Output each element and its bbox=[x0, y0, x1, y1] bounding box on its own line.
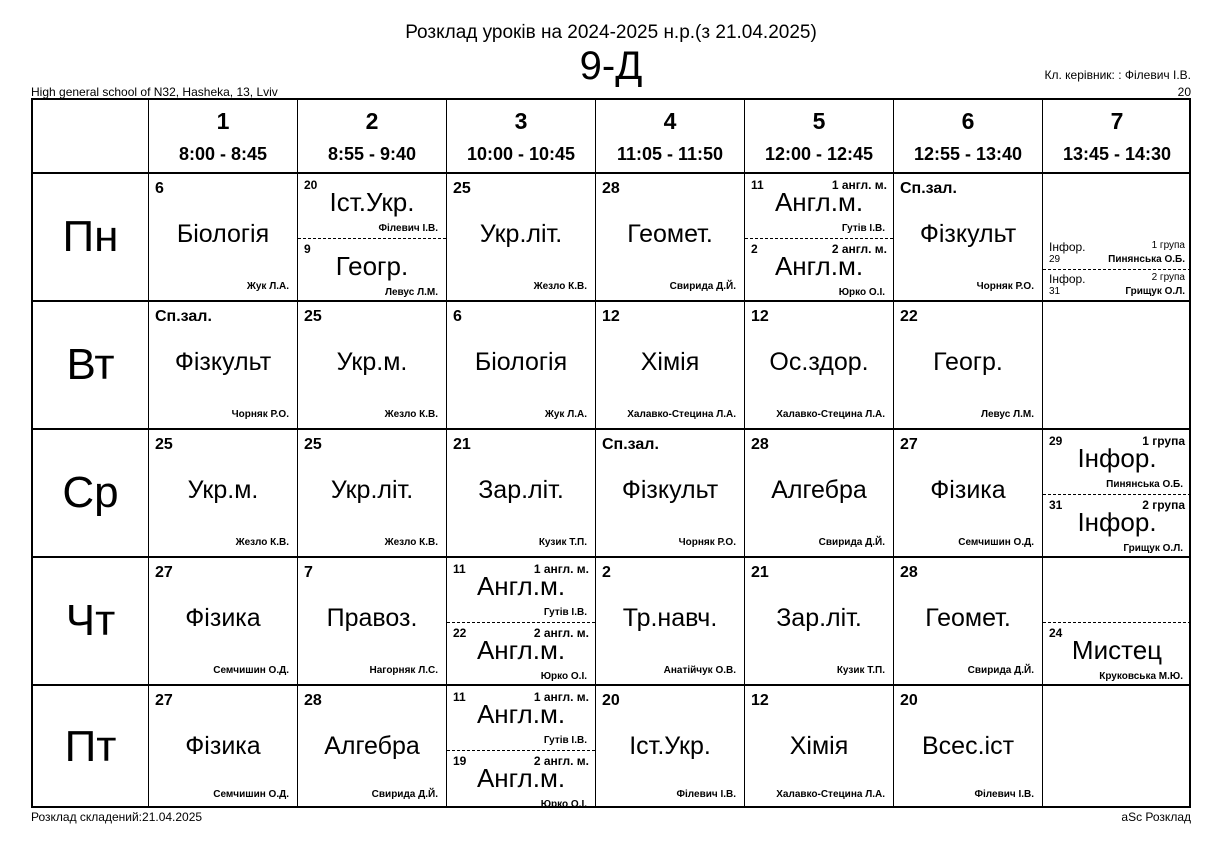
lesson-cell bbox=[894, 556, 1043, 684]
period-header bbox=[149, 100, 298, 172]
teacher-name: Чорняк Р.О. bbox=[976, 281, 1034, 292]
subject: Англ.м. bbox=[476, 699, 566, 729]
lesson-cell-split bbox=[745, 172, 894, 300]
teacher-name: Свирида Д.Й. bbox=[818, 537, 885, 548]
teacher-name: Юрко О.І. bbox=[838, 287, 885, 298]
room-number: 11 bbox=[751, 178, 764, 192]
lesson-cell bbox=[894, 172, 1043, 300]
lesson-cell bbox=[298, 300, 447, 428]
day-thursday: Чт bbox=[33, 556, 149, 684]
teacher-name: Левус Л.М. bbox=[980, 409, 1034, 420]
group-label: 2 англ. м. bbox=[533, 754, 589, 768]
lesson-cell bbox=[149, 556, 298, 684]
subject: Укр.літ. bbox=[479, 220, 563, 248]
room-number: 19 bbox=[453, 754, 467, 768]
lesson-half bbox=[1043, 494, 1191, 556]
teacher-name: Гутів І.В. bbox=[543, 735, 587, 746]
lesson-cell-split bbox=[1043, 556, 1191, 684]
room-number: 28 bbox=[751, 436, 769, 453]
lesson-cell bbox=[298, 684, 447, 808]
group-label: 1 група bbox=[1151, 240, 1185, 251]
teacher-name: Жезло К.В. bbox=[384, 409, 438, 420]
room-number: 21 bbox=[453, 436, 471, 453]
teacher-name: Жезло К.В. bbox=[384, 537, 438, 548]
subject: Фізика bbox=[185, 732, 261, 760]
teacher-name: Свирида Д.Й. bbox=[669, 281, 736, 292]
lesson-half bbox=[298, 238, 446, 300]
timetable-grid bbox=[31, 98, 1191, 808]
lesson-cell bbox=[596, 556, 745, 684]
subject: Укр.м. bbox=[187, 476, 259, 504]
subject: Англ.м. bbox=[476, 571, 566, 601]
teacher-name: Анатійчук О.В. bbox=[663, 665, 736, 676]
subject: Правоз. bbox=[326, 604, 418, 632]
room-number: Сп.зал. bbox=[602, 436, 659, 453]
period-number: 3 bbox=[514, 108, 528, 134]
lesson-cell bbox=[149, 428, 298, 556]
period-time: 13:45 - 14:30 bbox=[1062, 144, 1172, 164]
subject: Англ.м. bbox=[774, 251, 864, 281]
group-label: 2 англ. м. bbox=[831, 242, 887, 256]
period-header bbox=[596, 100, 745, 172]
room-number: 11 bbox=[453, 562, 466, 576]
room-number: 6 bbox=[453, 308, 462, 325]
lesson-cell bbox=[149, 172, 298, 300]
subject: Фізкульт bbox=[174, 348, 272, 376]
lesson-cell bbox=[596, 428, 745, 556]
teacher-name: Пинянська О.Б. bbox=[1106, 479, 1183, 490]
period-number: 7 bbox=[1110, 108, 1124, 134]
lesson-half bbox=[745, 238, 893, 300]
subject: Геогр. bbox=[933, 348, 1003, 376]
group-label: 2 група bbox=[1142, 498, 1185, 512]
divider bbox=[1043, 269, 1191, 270]
room-number: 27 bbox=[155, 692, 173, 709]
teacher-name: Семчишин О.Д. bbox=[958, 537, 1034, 548]
lesson-cell bbox=[447, 428, 596, 556]
period-time: 10:00 - 10:45 bbox=[466, 144, 576, 164]
teacher-name: Нагорняк Л.С. bbox=[369, 665, 438, 676]
period-number: 2 bbox=[365, 108, 379, 134]
period-time: 11:05 - 11:50 bbox=[616, 144, 724, 164]
subject: Ос.здор. bbox=[769, 348, 869, 376]
lesson-cell-split bbox=[1043, 428, 1191, 556]
lesson-cell-split bbox=[447, 556, 596, 684]
room-number: 29 bbox=[1049, 434, 1063, 448]
room-number: Сп.зал. bbox=[155, 308, 212, 325]
lesson-cell bbox=[447, 300, 596, 428]
subject: Біологія bbox=[474, 348, 568, 376]
subject: Укр.літ. bbox=[330, 476, 414, 504]
teacher-name: Юрко О.І. bbox=[540, 671, 587, 682]
lesson-cell bbox=[596, 172, 745, 300]
teacher-name: Халавко-Стецина Л.А. bbox=[776, 409, 885, 420]
lesson-half bbox=[447, 558, 595, 623]
subject: Біологія bbox=[176, 220, 270, 248]
footer-software: aSc Розклад bbox=[1121, 810, 1191, 824]
subject: Інфор. bbox=[1077, 443, 1157, 473]
lesson-half bbox=[745, 174, 893, 239]
lesson-cell-small-split bbox=[1043, 172, 1191, 300]
room-number: 31 bbox=[1049, 498, 1063, 512]
lesson-cell bbox=[596, 684, 745, 808]
day-monday: Пн bbox=[33, 172, 149, 300]
teacher-name: Грищук О.Л. bbox=[1125, 286, 1185, 297]
teacher-name: Філевич І.В. bbox=[378, 223, 438, 234]
teacher-name: Свирида Д.Й. bbox=[371, 789, 438, 800]
teacher-name: Кузик Т.П. bbox=[836, 665, 885, 676]
room-number: 28 bbox=[900, 564, 918, 581]
subject: Англ.м. bbox=[774, 187, 864, 217]
lesson-cell bbox=[745, 684, 894, 808]
period-number: 1 bbox=[216, 108, 230, 134]
teacher-name: Чорняк Р.О. bbox=[678, 537, 736, 548]
room-number: 25 bbox=[304, 436, 322, 453]
subject: Фізика bbox=[930, 476, 1006, 504]
day-friday: Пт bbox=[33, 684, 149, 808]
lesson-cell bbox=[596, 300, 745, 428]
subject: Інфор. bbox=[1049, 240, 1086, 254]
teacher-name: Юрко О.І. bbox=[540, 799, 587, 808]
class-code: 20 bbox=[1177, 85, 1191, 99]
lesson-cell bbox=[745, 300, 894, 428]
room-number: 12 bbox=[751, 692, 769, 709]
period-number: 5 bbox=[812, 108, 826, 134]
room-number: 20 bbox=[900, 692, 918, 709]
lesson-cell bbox=[894, 300, 1043, 428]
period-time: 8:00 - 8:45 bbox=[178, 144, 268, 164]
lesson-half bbox=[1043, 622, 1191, 684]
room-number: 20 bbox=[602, 692, 620, 709]
lesson-cell-split bbox=[298, 172, 447, 300]
subject: Геогр. bbox=[335, 251, 409, 281]
room-number: 24 bbox=[1049, 626, 1063, 640]
lesson-cell bbox=[298, 428, 447, 556]
subject: Всес.іст bbox=[921, 732, 1015, 760]
teacher-name: Семчишин О.Д. bbox=[213, 789, 289, 800]
subject: Англ.м. bbox=[476, 635, 566, 665]
teacher-name: Жук Л.А. bbox=[544, 409, 587, 420]
subject: Алгебра bbox=[324, 732, 420, 760]
subject: Інфор. bbox=[1077, 507, 1157, 537]
teacher-name: Філевич І.В. bbox=[974, 789, 1034, 800]
subject: Хімія bbox=[640, 348, 700, 376]
lesson-cell bbox=[894, 684, 1043, 808]
empty-cell bbox=[1043, 684, 1191, 808]
room-number: 21 bbox=[751, 564, 769, 581]
lesson-cell bbox=[149, 684, 298, 808]
room-number: 2 bbox=[751, 242, 758, 256]
subject: Англ.м. bbox=[476, 763, 566, 793]
teacher-name: Гутів І.В. bbox=[841, 223, 885, 234]
room-number: 28 bbox=[602, 180, 620, 197]
room-number: 22 bbox=[453, 626, 467, 640]
subject: Геомет. bbox=[925, 604, 1011, 632]
subject: Іст.Укр. bbox=[629, 732, 711, 760]
lesson-cell bbox=[745, 428, 894, 556]
subject: Іст.Укр. bbox=[329, 187, 415, 217]
lesson-half bbox=[447, 686, 595, 751]
room-number: 31 bbox=[1049, 286, 1061, 297]
period-time: 8:55 - 9:40 bbox=[327, 144, 417, 164]
subject: Алгебра bbox=[771, 476, 867, 504]
lesson-half-empty bbox=[1043, 558, 1191, 623]
class-name: 9-Д bbox=[579, 44, 643, 88]
subject: Хімія bbox=[789, 732, 849, 760]
period-time: 12:00 - 12:45 bbox=[764, 144, 874, 164]
day-wednesday: Ср bbox=[33, 428, 149, 556]
teacher-name: Філевич І.В. bbox=[676, 789, 736, 800]
room-number: 27 bbox=[900, 436, 918, 453]
period-number: 6 bbox=[961, 108, 975, 134]
period-header bbox=[1043, 100, 1191, 172]
subject: Тр.навч. bbox=[622, 604, 718, 632]
teacher-name: Круковська М.Ю. bbox=[1099, 671, 1183, 682]
subject: Укр.м. bbox=[336, 348, 408, 376]
subject: Зар.літ. bbox=[776, 604, 862, 632]
room-number: 29 bbox=[1049, 254, 1061, 265]
teacher-name: Жезло К.В. bbox=[235, 537, 289, 548]
room-number: 12 bbox=[602, 308, 620, 325]
teacher-name: Халавко-Стецина Л.А. bbox=[776, 789, 885, 800]
teacher-name: Свирида Д.Й. bbox=[967, 665, 1034, 676]
room-number: 7 bbox=[304, 564, 313, 581]
room-number: 27 bbox=[155, 564, 173, 581]
group-label: 2 група bbox=[1151, 272, 1185, 283]
lesson-half bbox=[447, 622, 595, 684]
room-number: 20 bbox=[304, 178, 318, 192]
period-number: 4 bbox=[663, 108, 677, 134]
subject: Інфор. bbox=[1049, 272, 1086, 286]
lesson-cell bbox=[894, 428, 1043, 556]
lesson-cell-split bbox=[447, 684, 596, 808]
school-name: High general school of N32, Hasheka, 13, Lviv bbox=[31, 85, 278, 99]
subject: Геомет. bbox=[627, 220, 713, 248]
lesson-cell bbox=[447, 172, 596, 300]
corner-cell bbox=[33, 100, 149, 172]
subject: Зар.літ. bbox=[478, 476, 564, 504]
period-header bbox=[745, 100, 894, 172]
period-header bbox=[298, 100, 447, 172]
teacher-name: Жук Л.А. bbox=[246, 281, 289, 292]
group-label: 1 англ. м. bbox=[533, 562, 589, 576]
subject: Мистец bbox=[1071, 635, 1163, 665]
day-tuesday: Вт bbox=[33, 300, 149, 428]
lesson-half bbox=[1043, 430, 1191, 495]
empty-cell bbox=[1043, 300, 1191, 428]
room-number: 6 bbox=[155, 180, 164, 197]
teacher-name: Грищук О.Л. bbox=[1123, 543, 1183, 554]
room-number: 25 bbox=[155, 436, 173, 453]
period-header bbox=[894, 100, 1043, 172]
teacher-name: Жезло К.В. bbox=[533, 281, 587, 292]
room-number: 11 bbox=[453, 690, 466, 704]
class-teacher: Кл. керівник: : Філевич І.В. bbox=[1044, 68, 1191, 82]
teacher-name: Кузик Т.П. bbox=[538, 537, 587, 548]
room-number: 25 bbox=[304, 308, 322, 325]
teacher-name: Гутів І.В. bbox=[543, 607, 587, 618]
group-label: 1 група bbox=[1142, 434, 1185, 448]
period-time: 12:55 - 13:40 bbox=[913, 144, 1023, 164]
room-number: 25 bbox=[453, 180, 471, 197]
room-number: 12 bbox=[751, 308, 769, 325]
teacher-name: Левус Л.М. bbox=[384, 287, 438, 298]
small-lesson-group bbox=[1043, 236, 1191, 300]
room-number: 28 bbox=[304, 692, 322, 709]
footer-created: Розклад складений:21.04.2025 bbox=[31, 810, 203, 824]
lesson-cell bbox=[745, 556, 894, 684]
subject: Фізика bbox=[185, 604, 261, 632]
group-label: 1 англ. м. bbox=[831, 178, 887, 192]
group-label: 2 англ. м. bbox=[533, 626, 589, 640]
teacher-name: Чорняк Р.О. bbox=[231, 409, 289, 420]
period-header bbox=[447, 100, 596, 172]
teacher-name: Халавко-Стецина Л.А. bbox=[627, 409, 736, 420]
lesson-half bbox=[298, 174, 446, 239]
room-number: Сп.зал. bbox=[900, 180, 957, 197]
subject: Фізкульт bbox=[919, 220, 1017, 248]
subject: Фізкульт bbox=[621, 476, 719, 504]
group-label: 1 англ. м. bbox=[533, 690, 589, 704]
teacher-name: Пинянська О.Б. bbox=[1108, 254, 1185, 265]
lesson-cell bbox=[298, 556, 447, 684]
teacher-name: Семчишин О.Д. bbox=[213, 665, 289, 676]
lesson-half bbox=[447, 750, 595, 808]
room-number: 2 bbox=[602, 564, 611, 581]
page-title: Розклад уроків на 2024-2025 н.р.(з 21.04.2025) bbox=[405, 22, 817, 43]
room-number: 22 bbox=[900, 308, 918, 325]
lesson-cell bbox=[149, 300, 298, 428]
room-number: 9 bbox=[304, 242, 311, 256]
